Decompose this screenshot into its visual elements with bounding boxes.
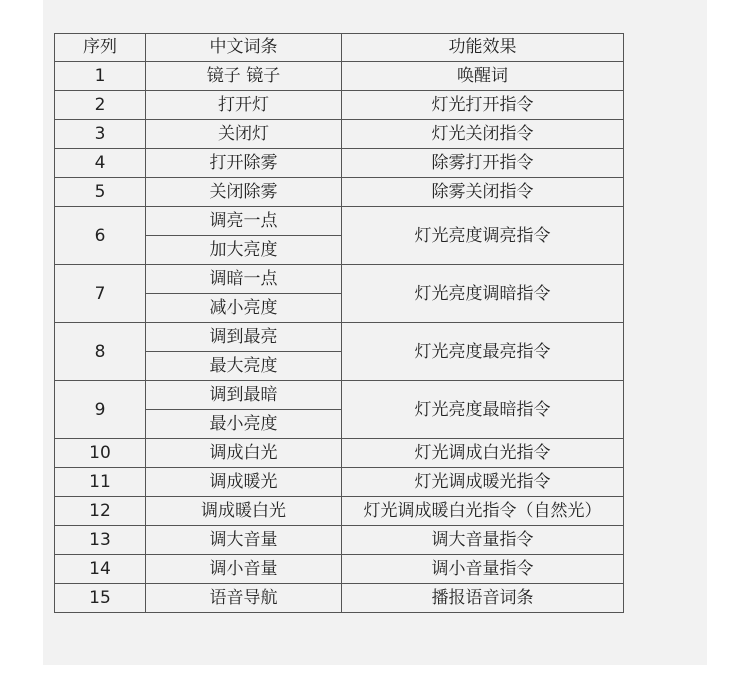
row-index: 13 xyxy=(55,526,146,555)
row-index: 1 xyxy=(55,62,146,91)
header-phrase: 中文词条 xyxy=(146,34,342,62)
row-effect: 灯光亮度调暗指令 xyxy=(342,265,624,323)
table-row xyxy=(55,62,624,91)
row-effect: 调大音量指令 xyxy=(342,526,624,555)
row-effect: 除雾打开指令 xyxy=(342,149,624,178)
row-phrase: 调暗一点 xyxy=(146,265,342,294)
table-row xyxy=(55,91,624,120)
row-phrase: 关闭灯 xyxy=(146,120,342,149)
row-phrase: 调到最亮 xyxy=(146,323,342,352)
header-effect: 功能效果 xyxy=(342,34,624,62)
row-index: 3 xyxy=(55,120,146,149)
row-phrase: 调成暖白光 xyxy=(146,497,342,526)
row-effect: 灯光关闭指令 xyxy=(342,120,624,149)
row-index: 15 xyxy=(55,584,146,613)
row-effect: 灯光打开指令 xyxy=(342,91,624,120)
table-body xyxy=(55,62,624,613)
table-row xyxy=(55,120,624,149)
row-effect: 灯光亮度调亮指令 xyxy=(342,207,624,265)
row-effect: 灯光调成暖光指令 xyxy=(342,468,624,497)
row-phrase: 减小亮度 xyxy=(146,294,342,323)
row-phrase: 调小音量 xyxy=(146,555,342,584)
row-phrase: 镜子 镜子 xyxy=(146,62,342,91)
row-phrase: 语音导航 xyxy=(146,584,342,613)
table-row xyxy=(55,149,624,178)
header-index: 序列 xyxy=(55,34,146,62)
row-index: 11 xyxy=(55,468,146,497)
row-phrase: 打开灯 xyxy=(146,91,342,120)
table-row xyxy=(55,381,624,410)
table-row xyxy=(55,468,624,497)
row-phrase: 调成白光 xyxy=(146,439,342,468)
table-row xyxy=(55,526,624,555)
row-index: 7 xyxy=(55,265,146,323)
row-effect: 灯光亮度最暗指令 xyxy=(342,381,624,439)
row-phrase: 调成暖光 xyxy=(146,468,342,497)
table-row xyxy=(55,439,624,468)
row-index: 4 xyxy=(55,149,146,178)
row-phrase: 最大亮度 xyxy=(146,352,342,381)
table-row xyxy=(55,207,624,236)
header-row xyxy=(55,34,624,62)
row-index: 8 xyxy=(55,323,146,381)
table-row xyxy=(55,265,624,294)
table-row xyxy=(55,497,624,526)
table-row xyxy=(55,178,624,207)
row-index: 12 xyxy=(55,497,146,526)
row-phrase: 最小亮度 xyxy=(146,410,342,439)
row-phrase: 调到最暗 xyxy=(146,381,342,410)
row-phrase: 打开除雾 xyxy=(146,149,342,178)
row-phrase: 关闭除雾 xyxy=(146,178,342,207)
table-row xyxy=(55,555,624,584)
row-effect: 灯光调成暖白光指令（自然光） xyxy=(342,497,624,526)
row-effect: 灯光调成白光指令 xyxy=(342,439,624,468)
row-phrase: 调亮一点 xyxy=(146,207,342,236)
row-effect: 唤醒词 xyxy=(342,62,624,91)
table-row xyxy=(55,584,624,613)
row-effect: 播报语音词条 xyxy=(342,584,624,613)
voice-command-table xyxy=(54,33,624,613)
row-phrase: 调大音量 xyxy=(146,526,342,555)
row-phrase: 加大亮度 xyxy=(146,236,342,265)
row-effect: 灯光亮度最亮指令 xyxy=(342,323,624,381)
row-index: 5 xyxy=(55,178,146,207)
row-index: 14 xyxy=(55,555,146,584)
row-index: 9 xyxy=(55,381,146,439)
row-index: 2 xyxy=(55,91,146,120)
row-effect: 除雾关闭指令 xyxy=(342,178,624,207)
row-index: 10 xyxy=(55,439,146,468)
row-index: 6 xyxy=(55,207,146,265)
row-effect: 调小音量指令 xyxy=(342,555,624,584)
table-row xyxy=(55,323,624,352)
